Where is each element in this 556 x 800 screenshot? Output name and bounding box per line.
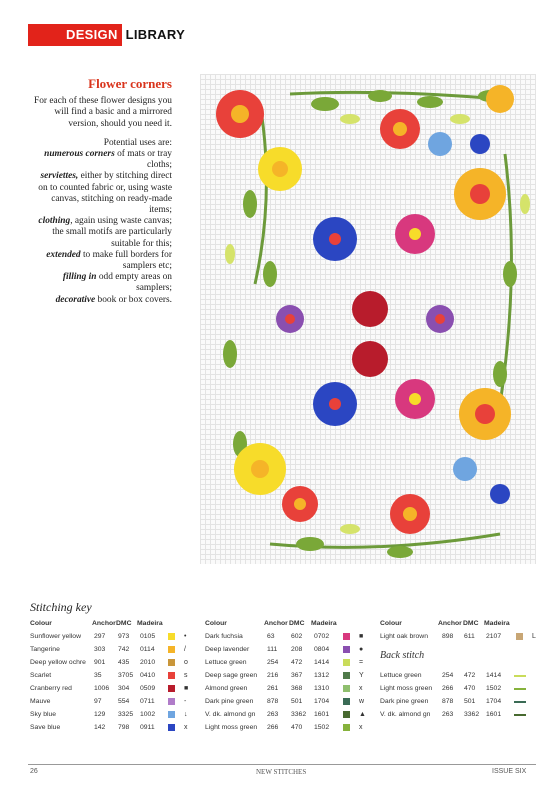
stitching-key-title: Stitching key bbox=[30, 600, 92, 614]
colour-swatch bbox=[168, 711, 175, 718]
colour-swatch bbox=[343, 711, 350, 718]
backstitch-line bbox=[514, 688, 526, 690]
intro-text bbox=[30, 78, 172, 306]
use-item: numerous corners of mats or tray cloths; bbox=[44, 149, 172, 171]
stitch-symbol: - bbox=[184, 698, 187, 705]
stitch-symbol: s bbox=[184, 672, 188, 679]
section-header bbox=[28, 24, 185, 46]
stitch-symbol: ■ bbox=[184, 685, 189, 692]
stitch-symbol: o bbox=[184, 659, 188, 666]
use-item: clothing, again using waste canvas; the small motifs are particularly suitable for this; bbox=[38, 216, 172, 249]
page-number: 26 bbox=[30, 768, 38, 775]
use-item: extended to make full borders for samplers etc; bbox=[46, 249, 172, 272]
uses-lead: Potential uses are: bbox=[103, 137, 172, 148]
footer-rule bbox=[28, 764, 536, 765]
chart-illustration bbox=[200, 74, 536, 564]
stitch-symbol: / bbox=[184, 646, 186, 653]
colour-swatch bbox=[516, 633, 523, 640]
colour-swatch bbox=[168, 698, 175, 705]
colour-swatch bbox=[168, 633, 175, 640]
colour-swatch bbox=[343, 698, 350, 705]
magazine-name: NEW STITCHES bbox=[256, 768, 307, 776]
stitch-symbol: ■ bbox=[359, 633, 364, 640]
stitch-symbol: w bbox=[359, 698, 365, 705]
issue-label: ISSUE SIX bbox=[492, 768, 527, 775]
colour-swatch bbox=[343, 724, 350, 731]
stitch-symbol: ↓ bbox=[184, 711, 188, 718]
stitch-symbol: x bbox=[359, 724, 363, 731]
colour-swatch bbox=[168, 646, 175, 653]
colour-swatch bbox=[343, 646, 350, 653]
colour-swatch bbox=[343, 659, 350, 666]
colour-swatch bbox=[343, 685, 350, 692]
colour-swatch bbox=[168, 724, 175, 731]
intro-paragraph: For each of these flower designs you will find a basic and a mirrored version, should you need it. bbox=[34, 96, 172, 129]
header-design: DESIGN bbox=[28, 24, 122, 46]
page-title: Flower corners bbox=[88, 76, 172, 91]
colour-swatch bbox=[343, 633, 350, 640]
stitch-symbol: L bbox=[532, 633, 536, 640]
stitch-symbol: x bbox=[359, 685, 363, 692]
use-item: serviettes, either by stitching direct on to counted fabric or, using waste canvas, stitching on ready-made items; bbox=[38, 171, 172, 216]
backstitch-title: Back stitch bbox=[380, 650, 425, 661]
cross-stitch-chart bbox=[200, 74, 536, 564]
use-item: decorative book or box covers. bbox=[55, 294, 172, 305]
stitch-symbol: • bbox=[184, 633, 187, 640]
colour-swatch bbox=[168, 685, 175, 692]
colour-swatch bbox=[168, 672, 175, 679]
stitch-symbol: x bbox=[184, 724, 188, 731]
header-library: LIBRARY bbox=[125, 27, 186, 42]
stitch-symbol: ▲ bbox=[359, 711, 366, 718]
stitch-symbol: Y bbox=[359, 672, 364, 679]
backstitch-line bbox=[514, 714, 526, 716]
backstitch-line bbox=[514, 701, 526, 703]
colour-swatch bbox=[168, 659, 175, 666]
colour-swatch bbox=[343, 672, 350, 679]
stitch-symbol: = bbox=[359, 659, 364, 666]
uses-list bbox=[30, 138, 172, 306]
use-item: filling in odd empty areas on samplers; bbox=[62, 272, 172, 294]
stitch-symbol: ● bbox=[359, 646, 364, 653]
backstitch-line bbox=[514, 675, 526, 677]
